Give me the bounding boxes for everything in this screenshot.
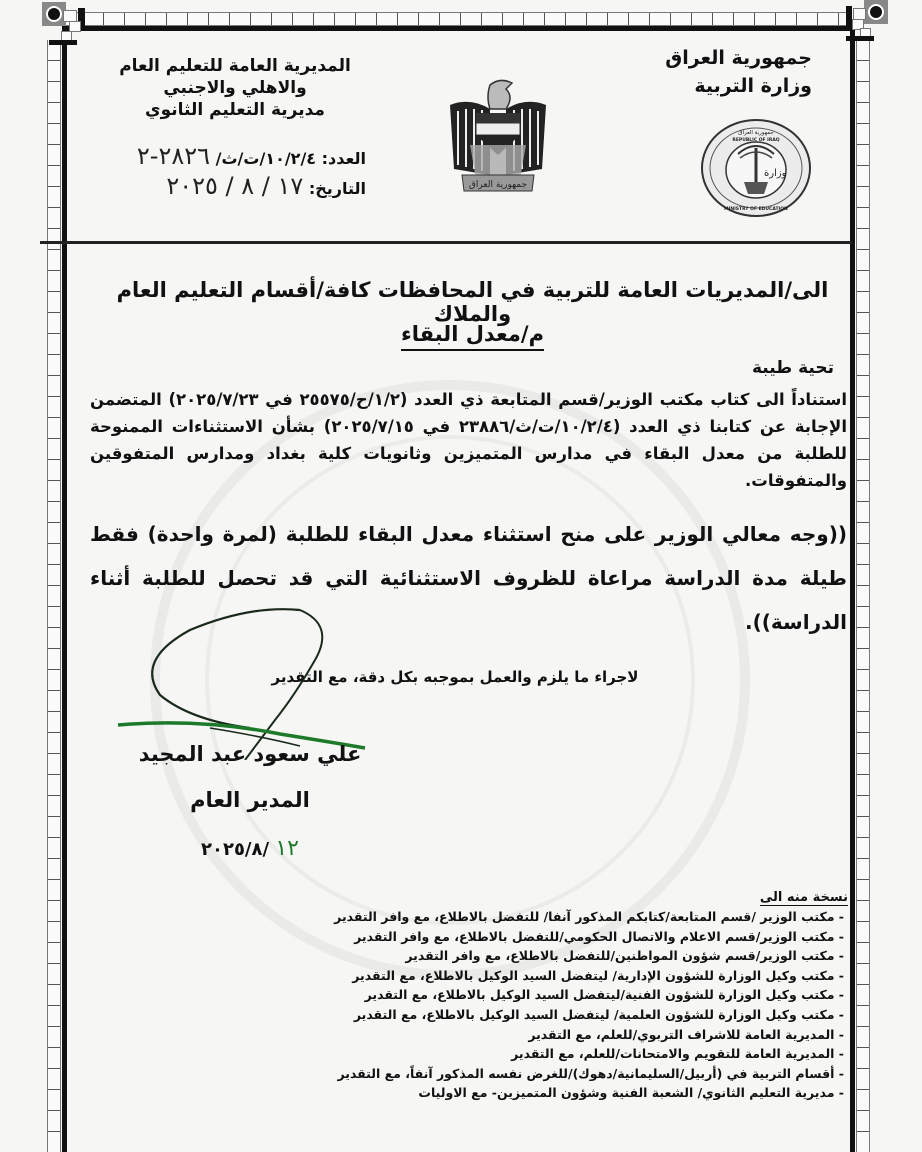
closing-line: لاجراء ما يلزم والعمل بموجبه بكل دقة، مع التقدير — [271, 668, 639, 686]
cc-item: - المديرية العامة للاشراف التربوي/للعلم، مع التقدير — [528, 1026, 844, 1042]
cc-item: - المديرية العامة للتقويم والامتحانات/للعلم، مع التقدير — [511, 1046, 844, 1062]
subject — [100, 322, 845, 346]
border-left-ladder — [47, 40, 61, 1152]
ministry-name: وزارة التربية — [694, 75, 812, 97]
number-label: العدد: — [321, 149, 366, 168]
number-printed: ١٠/٢/٤/ت/ث/ — [215, 149, 317, 168]
signature-date-printed: /٢٠٢٥/٨ — [200, 839, 270, 860]
corner-block — [846, 36, 874, 41]
cc-item: - أقسام التربية في (أربيل/السليمانية/دهوك)/للغرض نفسه المذكور آنفاً، مع التقدير — [337, 1065, 844, 1081]
seal-arabic-top: جمهورية العراق — [738, 130, 774, 136]
border-top-ladder — [62, 12, 852, 26]
corner-block — [49, 40, 77, 45]
country-name: جمهورية العراق — [665, 47, 812, 69]
directorate-line-2: والاهلي والاجنبي — [163, 78, 307, 98]
minister-directive-quote: ((وجه معالي الوزير على منح استثناء معدل البقاء للطلبة (لمرة واحدة) فقط طيلة مدة الدراسة مراعاة للظروف الاستثنائية التي قد تحصل للطلبة أثناء الدراسة)). — [90, 522, 847, 634]
reference-date — [96, 172, 366, 200]
border-top-line — [62, 26, 852, 31]
cc-list — [284, 907, 844, 1103]
handwritten-signature — [110, 600, 370, 760]
cc-item: - مكتب وكيل الوزارة للشؤون الإدارية/ ليتفضل السيد الوكيل بالاطلاع، مع التقدير — [352, 967, 844, 983]
reference-number — [96, 142, 366, 170]
addressee: الى/المديريات العامة للتربية في المحافظات كافة/أقسام التعليم العام والملاك — [116, 278, 829, 326]
signatory-title: المدير العام — [190, 788, 310, 812]
cc-item: - مكتب الوزير /قسم المتابعة/كتابكم المذكور آنفا/ للتفضل بالاطلاع، مع وافر التقدير — [334, 909, 844, 924]
cc-item: - مكتب الوزير/قسم شؤون المواطنين/للتفضل بالاطلاع، مع وافر التقدير — [405, 948, 844, 964]
seal-center-text: وزارة — [764, 168, 787, 179]
signatory-name: علي سعود عبد المجيد — [138, 742, 362, 766]
cc-item: - مديرية التعليم الثانوي/ الشعبة الفنية وشؤون المتميزين- مع الاوليات — [418, 1085, 844, 1101]
greeting: تحية طيبة — [751, 358, 834, 378]
cc-item: - مكتب وكيل الوزارة للشؤون الفنية/ليتفضل السيد الوكيل بالاطلاع، مع التقدير — [364, 987, 844, 1003]
border-right-ladder — [856, 40, 870, 1152]
corner-ornament-top-right — [864, 0, 888, 24]
letterhead-directorate — [100, 55, 370, 121]
ministry-seal — [700, 118, 812, 218]
cc-item: - مكتب وكيل الوزارة للشؤون العلمية/ ليتفضل السيد الوكيل بالاطلاع، مع التقدير — [353, 1006, 844, 1022]
directorate-line-3: مديرية التعليم الثانوي — [145, 100, 325, 120]
date-label: التاريخ: — [308, 179, 366, 198]
signature-date-day: ١٢ — [275, 836, 299, 861]
border-right-line — [850, 30, 855, 1152]
seal-english-bottom: MINISTRY OF EDUCATION — [724, 207, 788, 212]
number-handwritten: ٢٨٢٦-٢ — [136, 142, 211, 170]
border-left-line — [62, 30, 67, 1152]
seal-english-top: REPUBLIC OF IRAQ — [732, 138, 780, 143]
date-handwritten: ١٧ / ٨ / ٢٠٢٥ — [166, 172, 304, 200]
cc-heading: نسخة منه الى — [759, 890, 848, 905]
directorate-line-1: المديرية العامة للتعليم العام — [119, 56, 351, 76]
iraq-eagle-emblem — [440, 75, 556, 200]
subject-text: م/معدل البقاء — [401, 322, 544, 351]
cc-item: - مكتب الوزير/قسم الاعلام والاتصال الحكومي/للتفضل بالاطلاع، مع وافر التقدير — [354, 928, 844, 944]
signature-date — [120, 836, 380, 861]
body-paragraph: استناداً الى كتاب مكتب الوزير/قسم المتابعة ذي العدد (١/٢/ح/٢٥٥٧٥ في ٢٠٢٥/٧/٢٣) المتضمن الإجابة عن كتابنا ذي العدد (١٠/٢/٤/ت/ث/٢٣٨٨٦ في ٢٠٢٥/٧/١٥) بشأن الاستثناءات الممنوحة للطلبة من معدل البقاء في مدارس المتميزين وثانويات كلية بغداد ومدارس المتفوقين والمتفوقات. — [90, 390, 847, 490]
eagle-caption: جمهورية العراق — [468, 180, 528, 190]
letterhead-ministry — [552, 44, 812, 100]
header-divider — [40, 241, 852, 244]
